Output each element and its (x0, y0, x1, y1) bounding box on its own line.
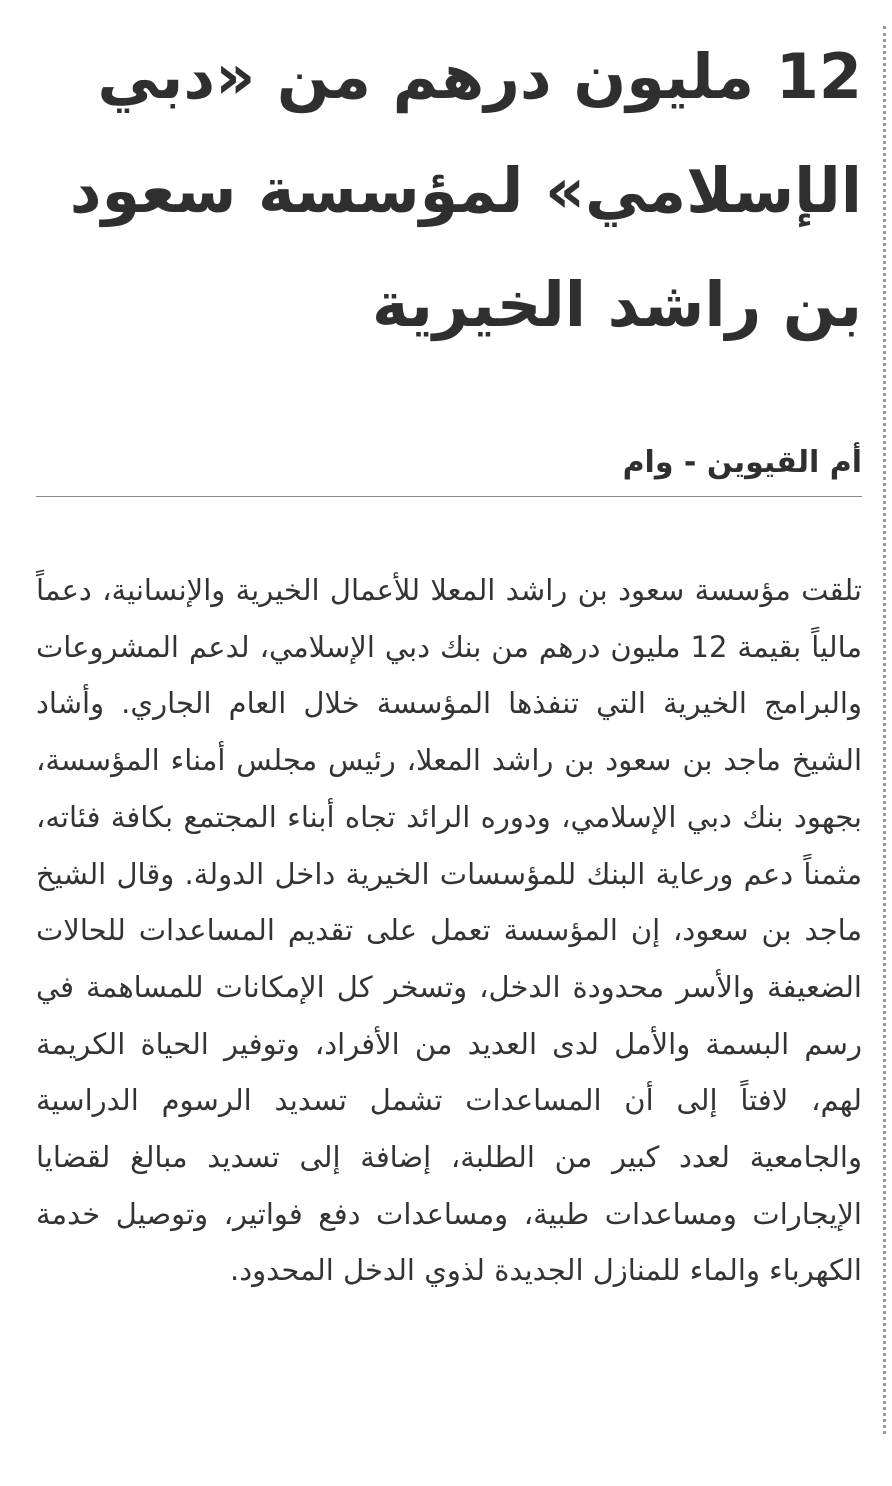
article-dateline: أم القيوين - وام (36, 430, 862, 497)
article-header (36, 20, 862, 362)
article-body: تلقت مؤسسة سعود بن راشد المعلا للأعمال الخيرية والإنسانية، دعماً مالياً بقيمة 12 مليون درهم من بنك دبي الإسلامي، لدعم المشروعات والبرامج الخيرية التي تنفذها المؤسسة خلال العام الجاري. وأشاد الشيخ ماجد بن سعود بن راشد المعلا، رئيس مجلس أمناء المؤسسة، بجهود بنك دبي الإسلامي، ودوره الرائد تجاه أبناء المجتمع بكافة فئاته، مثمناً دعم ورعاية البنك للمؤسسات الخيرية داخل الدولة. وقال الشيخ ماجد بن سعود، إن المؤسسة تعمل على تقديم المساعدات للحالات الضعيفة والأسر محدودة الدخل، وتسخر كل الإمكانات للمساهمة في رسم البسمة والأمل لدى العديد من الأفراد، وتوفير الحياة الكريمة لهم، لافتاً إلى أن المساعدات تشمل تسديد الرسوم الدراسية والجامعية لعدد كبير من الطلبة، إضافة إلى تسديد مبالغ لقضايا الإيجارات ومساعدات طبية، ومساعدات دفع فواتير، وتوصيل خدمة الكهرباء والماء للمنازل الجديدة لذوي الدخل المحدود. (36, 573, 862, 1288)
article-headline: 12 مليون درهم من «دبي الإسلامي» لمؤسسة سعود بن راشد الخيرية (69, 40, 862, 341)
dateline-block (36, 430, 862, 497)
column-divider (883, 26, 886, 1434)
